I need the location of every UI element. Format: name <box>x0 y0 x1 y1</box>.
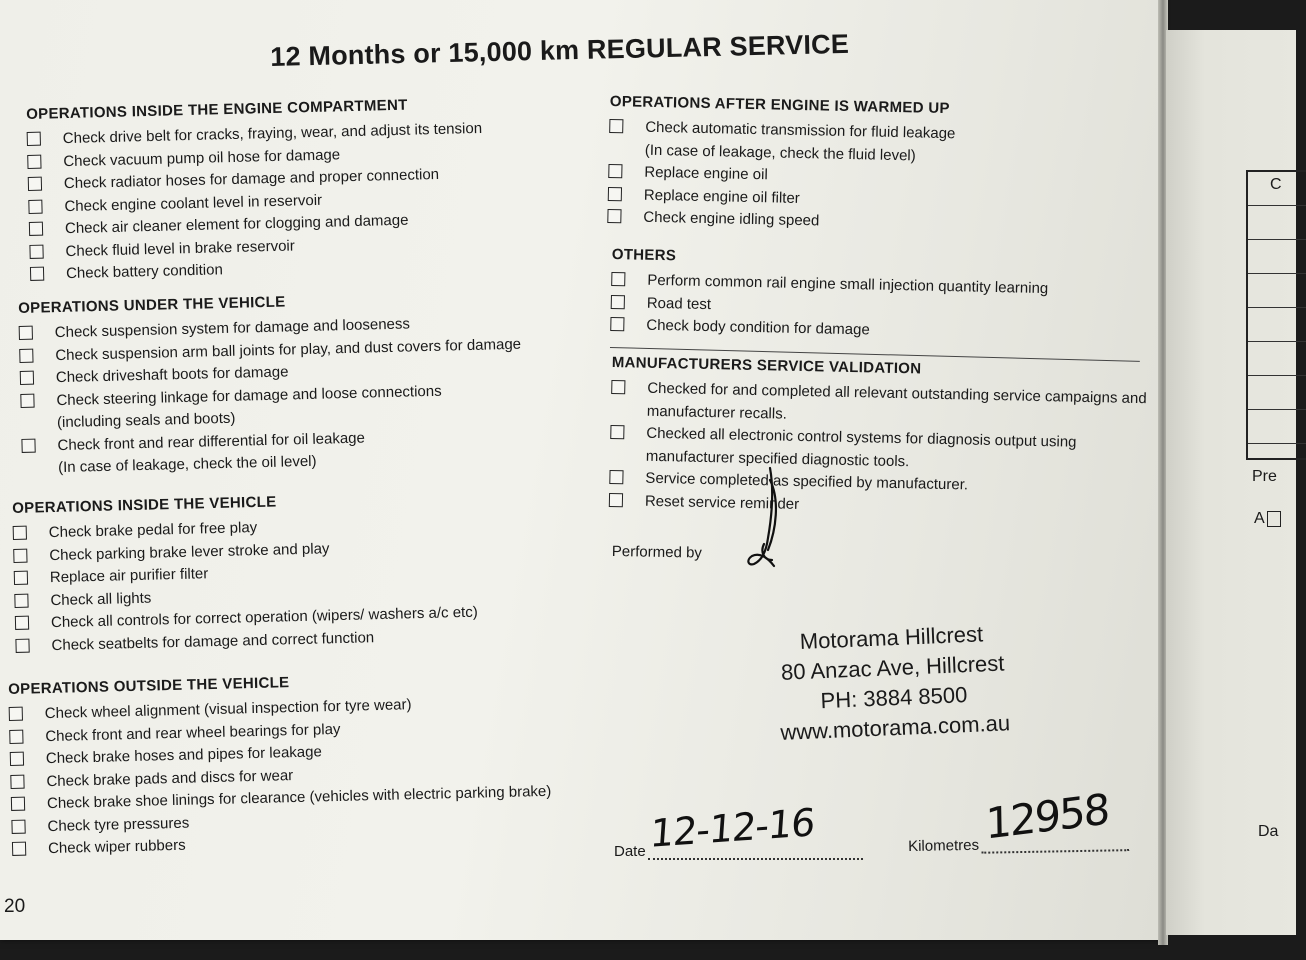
checkbox[interactable] <box>28 177 42 191</box>
kilometres-value: 12958 <box>985 784 1109 849</box>
section-others <box>610 246 1049 346</box>
checklist-item-continuation: (In case of leakage, check the fluid level) <box>644 141 916 164</box>
checkbox[interactable] <box>20 371 34 385</box>
table-row <box>1248 342 1306 376</box>
section-engine-compartment <box>26 95 486 287</box>
checkbox[interactable] <box>10 752 24 766</box>
checkbox[interactable] <box>609 470 623 484</box>
checklist-item: Check wiper rubbers <box>12 826 553 862</box>
checkbox[interactable] <box>14 571 28 585</box>
dealer-name: Motorama Hillcrest <box>799 621 984 655</box>
checklist-item: Replace engine oil filter <box>608 183 955 213</box>
checklist-item: Replace air purifier filter <box>14 557 477 591</box>
checklist-item: Check brake pedal for free play <box>13 512 476 546</box>
checklist-item: Check brake shoe linings for clearance (vehicles with electric parking brake) <box>11 781 552 817</box>
table-row <box>1248 240 1306 274</box>
performed-by-label: Performed by <box>611 543 703 562</box>
checklist-item-continuation: manufacturer recalls. <box>646 402 788 423</box>
checkbox[interactable] <box>15 616 29 630</box>
checkbox[interactable] <box>29 244 43 258</box>
section-after-warm-up <box>607 93 956 236</box>
checkbox[interactable] <box>609 119 623 133</box>
checklist-item: Check tyre pressures <box>11 803 552 839</box>
facing-page-pre-fragment: Pre <box>1252 468 1277 485</box>
checklist-item: Checked for and completed all relevant outstanding service campaigns and <box>611 377 1147 411</box>
checklist-item: Check air cleaner element for clogging and damage <box>29 208 485 242</box>
facing-page-da-fragment: Da <box>1258 823 1279 840</box>
checklist-item: Check engine idling speed <box>607 206 954 236</box>
checklist-item: Check vacuum pump oil hose for damage <box>27 140 483 174</box>
checklist-item: Check fluid level in brake reservoir <box>29 230 485 264</box>
section-service-validation <box>609 354 1148 523</box>
checkbox[interactable] <box>10 774 24 788</box>
checklist-item: Replace engine oil <box>608 161 955 191</box>
checkbox[interactable] <box>610 425 624 439</box>
checkbox[interactable] <box>9 729 23 743</box>
section-under-vehicle <box>18 288 524 481</box>
checklist-item: Check all lights <box>14 579 477 613</box>
table-row <box>1248 376 1306 410</box>
checkbox[interactable] <box>1267 511 1281 527</box>
checklist-item: Check battery condition <box>30 253 486 287</box>
checklist-item: Check suspension system for damage and looseness <box>19 311 521 346</box>
checklist-item: Check steering linkage for damage and loose connections <box>20 378 522 413</box>
checkbox[interactable] <box>13 526 27 540</box>
dealer-stamp <box>776 618 1011 748</box>
checkbox[interactable] <box>19 326 33 340</box>
table-row <box>1248 206 1306 240</box>
checklist-item: Check front and rear wheel bearings for play <box>9 713 550 749</box>
checkbox[interactable] <box>30 267 44 281</box>
kilometres-label: Kilometres <box>908 836 980 855</box>
checkbox[interactable] <box>608 186 622 200</box>
section-heading: OPERATIONS AFTER ENGINE IS WARMED UP <box>609 93 950 118</box>
page-title: 12 Months or 15,000 km REGULAR SERVICE <box>270 28 850 72</box>
checkbox[interactable] <box>19 348 33 362</box>
checklist-item: Check driveshaft boots for damage <box>20 356 522 391</box>
checkbox[interactable] <box>611 294 625 308</box>
section-heading: MANUFACTURERS SERVICE VALIDATION <box>611 354 922 378</box>
checklist-item-continuation: manufacturer specified diagnostic tools. <box>645 447 910 470</box>
checkbox[interactable] <box>20 393 34 407</box>
checkbox[interactable] <box>29 222 43 236</box>
checklist-item: Check seatbelts for damage and correct function <box>15 624 478 658</box>
checklist-item: Check automatic transmission for fluid leakage <box>609 116 956 146</box>
checkbox[interactable] <box>15 638 29 652</box>
checkbox[interactable] <box>27 154 41 168</box>
checklist-item: Check parking brake lever stroke and play <box>13 534 476 568</box>
checkbox[interactable] <box>611 380 625 394</box>
facing-page-table <box>1246 170 1306 460</box>
checklist-item-continuation: (In case of leakage, check the oil level) <box>57 452 317 477</box>
section-heading: OPERATIONS INSIDE THE VEHICLE <box>12 493 277 517</box>
checklist-item: Check wheel alignment (visual inspection for tyre wear) <box>9 691 550 727</box>
section-heading: OPERATIONS OUTSIDE THE VEHICLE <box>8 674 290 698</box>
checklist-item: Perform common rail engine small injection quantity learning <box>611 269 1048 301</box>
date-value: 12-12-16 <box>648 800 816 856</box>
section-inside-vehicle <box>12 489 479 658</box>
checklist-item: Check body condition for damage <box>610 314 1047 346</box>
page-number: 20 <box>4 896 26 917</box>
checklist-item: Service completed as specified by manufacturer. <box>609 467 1145 501</box>
dealer-phone: PH: 3884 8500 <box>820 682 968 714</box>
checkbox[interactable] <box>14 593 28 607</box>
facing-page-a-fragment: A <box>1254 510 1281 528</box>
checkbox[interactable] <box>607 209 621 223</box>
checklist-item: Check suspension arm ball joints for play, and dust covers for damage <box>19 333 521 368</box>
checkbox[interactable] <box>9 707 23 721</box>
dealer-address: 80 Anzac Ave, Hillcrest <box>780 650 1005 685</box>
checklist-item: Check engine coolant level in reservoir <box>28 185 484 219</box>
date-line <box>648 858 863 860</box>
checklist-item: Check all controls for correct operation (wipers/ washers a/c etc) <box>15 602 478 636</box>
checkbox[interactable] <box>610 317 624 331</box>
checkbox[interactable] <box>11 797 25 811</box>
table-row <box>1248 410 1306 444</box>
checkbox[interactable] <box>27 132 41 146</box>
dealer-website: www.motorama.com.au <box>779 710 1011 745</box>
checkbox[interactable] <box>608 164 622 178</box>
checkbox[interactable] <box>11 819 25 833</box>
table-row <box>1248 308 1306 342</box>
date-label: Date <box>614 843 646 860</box>
checklist-item: Check brake pads and discs for wear <box>10 758 551 794</box>
checklist-item: Check radiator hoses for damage and proper connection <box>28 163 484 197</box>
facing-page <box>1166 30 1296 935</box>
checkbox[interactable] <box>28 199 42 213</box>
checklist-item: Check front and rear differential for oil leakage <box>21 423 523 458</box>
section-heading: OPERATIONS INSIDE THE ENGINE COMPARTMENT <box>26 96 408 123</box>
section-heading: OTHERS <box>611 246 677 265</box>
checklist-item: Checked all electronic control systems for diagnosis output using <box>610 422 1146 456</box>
section-outside-vehicle <box>8 668 553 862</box>
kilometres-line <box>981 849 1129 854</box>
checkbox[interactable] <box>21 438 35 452</box>
checkbox[interactable] <box>609 492 623 506</box>
checkbox[interactable] <box>13 548 27 562</box>
checklist-item: Road test <box>611 291 1048 323</box>
section-heading: OPERATIONS UNDER THE VEHICLE <box>18 293 286 317</box>
signature-scribble <box>740 460 800 580</box>
checkbox[interactable] <box>12 842 26 856</box>
checklist-item-continuation: (including seals and boots) <box>56 409 236 432</box>
checklist-item: Check drive belt for cracks, fraying, wear, and adjust its tension <box>27 118 483 152</box>
checklist-item: Check brake hoses and pipes for leakage <box>10 736 551 772</box>
checkbox[interactable] <box>611 272 625 286</box>
table-row <box>1248 274 1306 308</box>
checklist-item: Reset service reminder <box>609 489 1145 523</box>
facing-page-header-fragment: C <box>1270 176 1282 193</box>
